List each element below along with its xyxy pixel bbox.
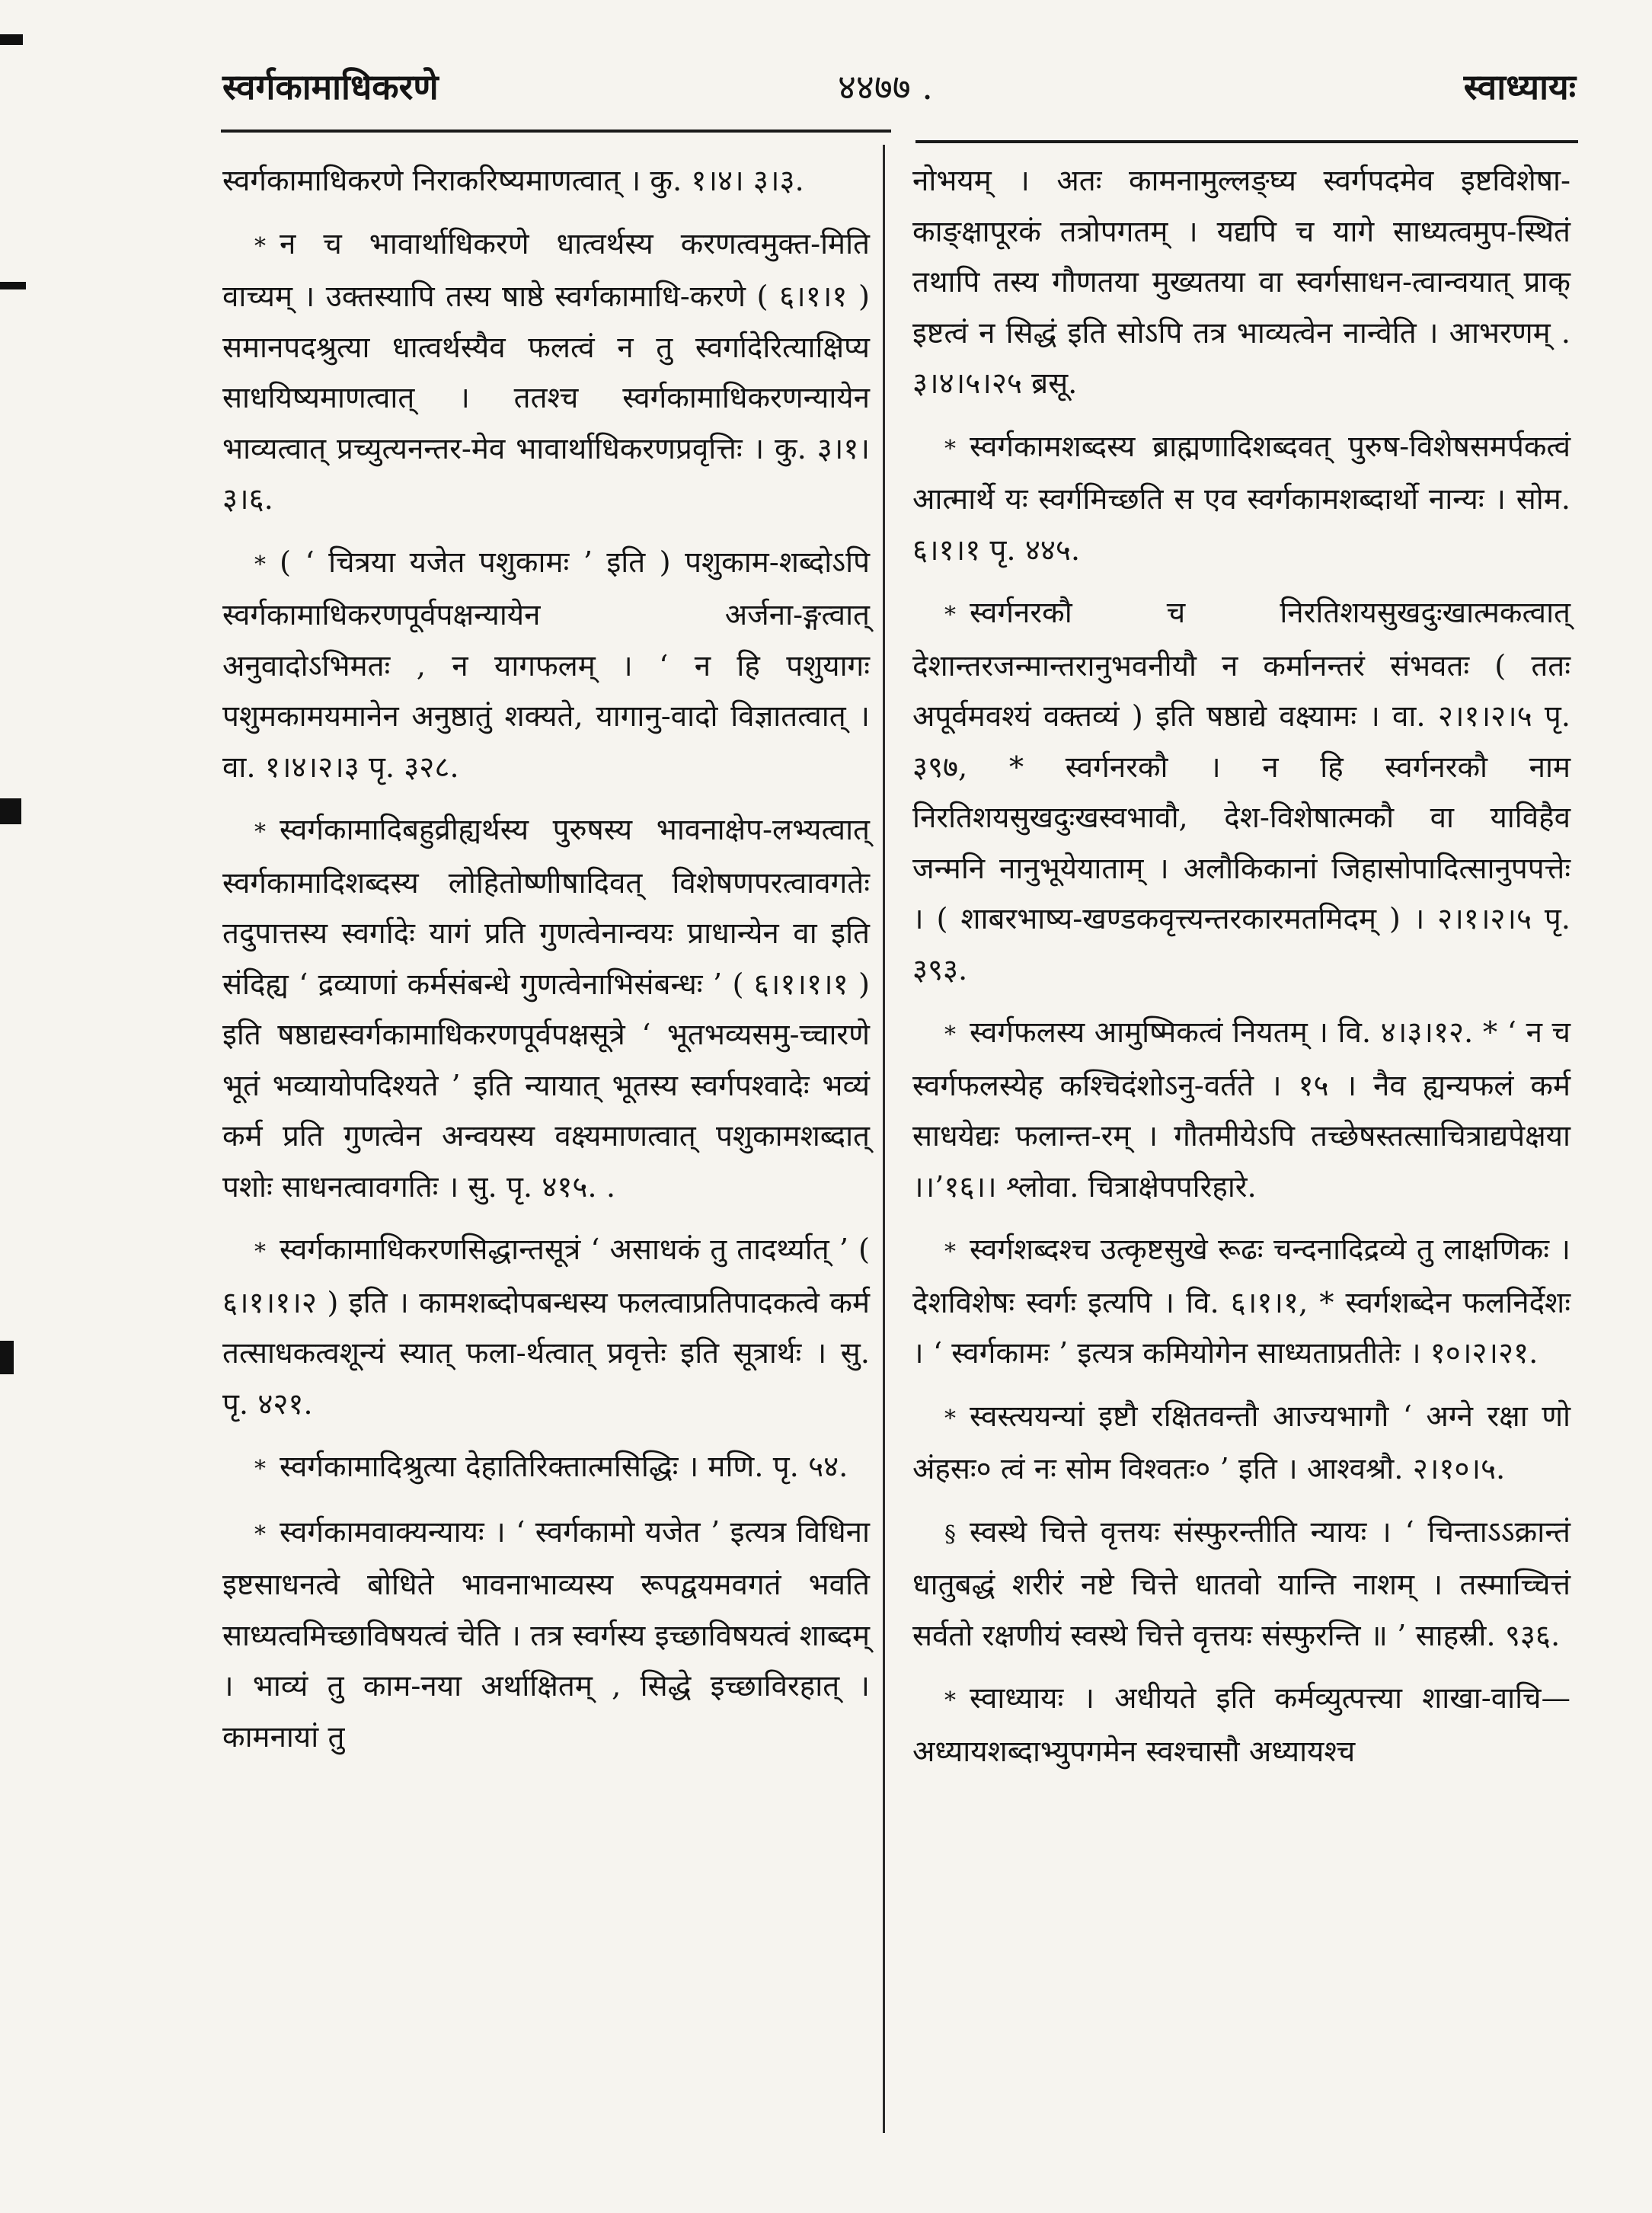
- scan-mark: [0, 798, 21, 824]
- entry-paragraph: * स्वर्गफलस्य आमुष्मिकत्वं नियतम् । वि. ४।३।१२. * ‘ न च स्वर्गफलस्येह कश्चिदंशोऽनु-वर्तते । १५ । नैव ह्यन्यफलं कर्म साधयेद्यः फलान्त-रम् । गौतमीयेऽपि तच्छेषस्तत्साचित्राद्यपेक्षया ।।’१६।। श्लोवा. चित्राक्षेपपरिहारे.: [912, 1015, 1571, 1204]
- asterisk-marker: *: [944, 1405, 956, 1432]
- asterisk-marker: *: [944, 1022, 956, 1048]
- asterisk-marker: *: [944, 1239, 956, 1265]
- asterisk-marker: *: [254, 1456, 266, 1482]
- entry-paragraph: नोभयम् । अतः कामनामुल्लङ्घ्य स्वर्गपदमेव इष्टविशेषा-काङ्क्षापूरकं तत्रोपगतम् । यद्यपि च यागे साध्यत्वमुप-स्थितं तथापि तस्य गौणतया मुख्यतया वा स्वर्गसाधन-त्वान्वयात् प्राक् इष्टत्वं न सिद्धं इति सोऽपि तत्र भाव्यत्वेन नान्वेति । आभरणम् . ३।४।५।२५ ब्रसू.: [912, 164, 1571, 401]
- header-rule-left: [221, 130, 891, 133]
- asterisk-marker: *: [944, 602, 956, 628]
- entry-paragraph: * स्वर्गकामाधिकरणसिद्धान्तसूत्रं ‘ असाधकं तु तादर्थ्यात् ’ ( ६।१।१।२ ) इति । कामशब्दोपबन्धस्य फलत्वाप्रतिपादकत्वे कर्म तत्साधकत्वशून्यं स्यात् फला-र्थत्वात् प्रवृत्तेः इति सूत्रार्थः । सु. पृ. ४२१.: [222, 1233, 870, 1422]
- entry-paragraph: § स्वस्थे चित्ते वृत्तयः संस्फुरन्तीति न्यायः । ‘ चिन्ताऽऽक्रान्तं धातुबद्धं शरीरं नष्टे चित्ते धातवो यान्ति नाशम् । तस्माच्चित्तं सर्वतो रक्षणीयं स्वस्थे चित्ते वृत्तयः संस्फुरन्ति ॥ ’ साहस्री. ९३६.: [912, 1514, 1571, 1653]
- entry-paragraph: * स्वर्गकामादिबहुव्रीह्यर्थस्य पुरुषस्य भावनाक्षेप-लभ्यत्वात् स्वर्गकामादिशब्दस्य लोहितोष्णीषादिवत् विशेषणपरत्वावगतेः तदुपात्तस्य स्वर्गादेः यागं प्रति गुणत्वेनान्वयः प्राधान्येन वा इति संदिह्य ‘ द्रव्याणां कर्मसंबन्धे गुणत्वेनाभिसंबन्धः ’ ( ६।१।१।१ ) इति षष्ठाद्यस्वर्गकामाधिकरणपूर्वपक्षसूत्रे ‘ भूतभव्यसमु-च्चारणे भूतं भव्यायोपदिश्यते ’ इति न्यायात् भूतस्य स्वर्गपश्वादेः भव्यं कर्म प्रति गुणत्वेन अन्वयस्य वक्ष्यमाणत्वात् पशुकामशब्दात् पशोः साधनत्वावगतिः । सु. पृ. ४१५. .: [222, 813, 870, 1204]
- header-rule-right: [915, 140, 1578, 143]
- asterisk-marker: *: [254, 551, 266, 578]
- asterisk-marker: *: [944, 1687, 956, 1714]
- right-column: [912, 156, 1571, 1789]
- entry-paragraph: * स्वर्गकामशब्दस्य ब्राह्मणादिशब्दवत् पुरुष-विशेषसमर्पकत्वं आत्मार्थे यः स्वर्गमिच्छति स एव स्वर्गकामशब्दार्थो नान्यः । सोम. ६।१।१ पृ. ४४५.: [912, 429, 1571, 568]
- column-divider: [883, 145, 885, 2133]
- page-number: ४४७७ .: [838, 66, 933, 107]
- entry-paragraph: * स्वर्गशब्दश्च उत्कृष्टसुखे रूढः चन्दनादिद्रव्ये तु लाक्षणिकः । देशविशेषः स्वर्गः इत्यपि । वि. ६।१।१, * स्वर्गशब्देन फलनिर्देशः । ‘ स्वर्गकामः ’ इत्यत्र कमियोगेन साध्यताप्रतीतेः । १०।२।२१.: [912, 1233, 1571, 1370]
- asterisk-marker: *: [254, 1521, 266, 1548]
- entry-paragraph: * न च भावार्थाधिकरणे धात्वर्थस्य करणत्वमुक्त-मिति वाच्यम् । उक्तस्यापि तस्य षाष्ठे स्वर्गकामाधि-करणे ( ६।१।१ ) समानपदश्रुत्या धात्वर्थस्यैव फलत्वं न तु स्वर्गादेरित्याक्षिप्य साधयिष्यमाणत्वात् । ततश्च स्वर्गकामाधिकरणन्यायेन भाव्यत्वात् प्रच्युत्यनन्तर-मेव भावार्थाधिकरणप्रवृत्तिः । कु. ३।१।३।६.: [222, 226, 870, 516]
- entry-paragraph: * स्वस्त्ययन्यां इष्टौ रक्षितवन्तौ आज्यभागौ ‘ अग्ने रक्षा णो अंहसः० त्वं नः सोम विश्वतः० ’ इति । आश्वश्रौ. २।१०।५.: [912, 1399, 1571, 1486]
- asterisk-marker: *: [254, 819, 266, 846]
- entry-paragraph: * ( ‘ चित्रया यजेत पशुकामः ’ इति ) पशुकाम-शब्दोऽपि स्वर्गकामाधिकरणपूर्वपक्षन्यायेन अर्जना-ङ्गत्वात् अनुवादोऽभिमतः , न यागफलम् । ‘ न हि पशुयागः पशुमकामयमानेन अनुष्ठातुं शक्यते, यागानु-वादो विज्ञातत्वात् । वा. १।४।२।३ पृ. ३२८.: [222, 545, 870, 785]
- section-marker: §: [944, 1521, 956, 1548]
- asterisk-marker: *: [254, 232, 266, 260]
- asterisk-marker: *: [254, 1239, 266, 1265]
- asterisk-marker: *: [944, 435, 956, 462]
- scan-mark: [0, 34, 23, 45]
- entry-paragraph: * स्वाध्यायः । अधीयते इति कर्मव्युत्पत्त्या शाखा-वाचि—अध्यायशब्दाभ्युपगमेन स्वश्चासौ अध्यायश्च: [912, 1681, 1571, 1769]
- entry-paragraph: * स्वर्गकामादिश्रुत्या देहातिरिक्तात्मसिद्धिः । मणि. पृ. ५४.: [254, 1450, 848, 1484]
- running-head-right: स्वाध्यायः: [1463, 66, 1576, 107]
- entry-paragraph: स्वर्गकामाधिकरणे निराकरिष्यमाणत्वात् । कु. १।४। ३।३.: [222, 164, 804, 198]
- left-column: [222, 156, 870, 1775]
- entry-paragraph: * स्वर्गनरकौ च निरतिशयसुखदुःखात्मकत्वात् देशान्तरजन्मान्तरानुभवनीयौ न कर्मानन्तरं संभवतः ( ततः अपूर्वमवश्यं वक्तव्यं ) इति षष्ठाद्ये वक्ष्यामः । वा. २।१।२।५ पृ. ३९७, * स्वर्गनरकौ । न हि स्वर्गनरकौ नाम निरतिशयसुखदुःखस्वभावौ, देश-विशेषात्मकौ वा याविहैव जन्मनि नानुभूयेयाताम् । अलौकिकानां जिहासोपादित्सानुपपत्तेः । ( शाबरभाष्य-खण्डकवृत्त्यन्तरकारमतमिदम् ) । २।१।२।५ पृ. ३९३.: [912, 596, 1571, 987]
- entry-paragraph: * स्वर्गकामवाक्यन्यायः । ‘ स्वर्गकामो यजेत ’ इत्यत्र विधिना इष्टसाधनत्वे बोधिते भावनाभाव्यस्य रूपद्वयमवगतं भवति साध्यत्वमिच्छाविषयत्वं चेति । तत्र स्वर्गस्य इच्छाविषयत्वं शाब्दम् । भाव्यं तु काम-नया अर्थाक्षितम् , सिद्धे इच्छाविरहात् । कामनायां तु: [222, 1514, 870, 1754]
- running-head-left: स्वर्गकामाधिकरणे: [222, 66, 439, 107]
- scan-mark: [0, 282, 26, 289]
- scan-mark: [0, 1341, 14, 1374]
